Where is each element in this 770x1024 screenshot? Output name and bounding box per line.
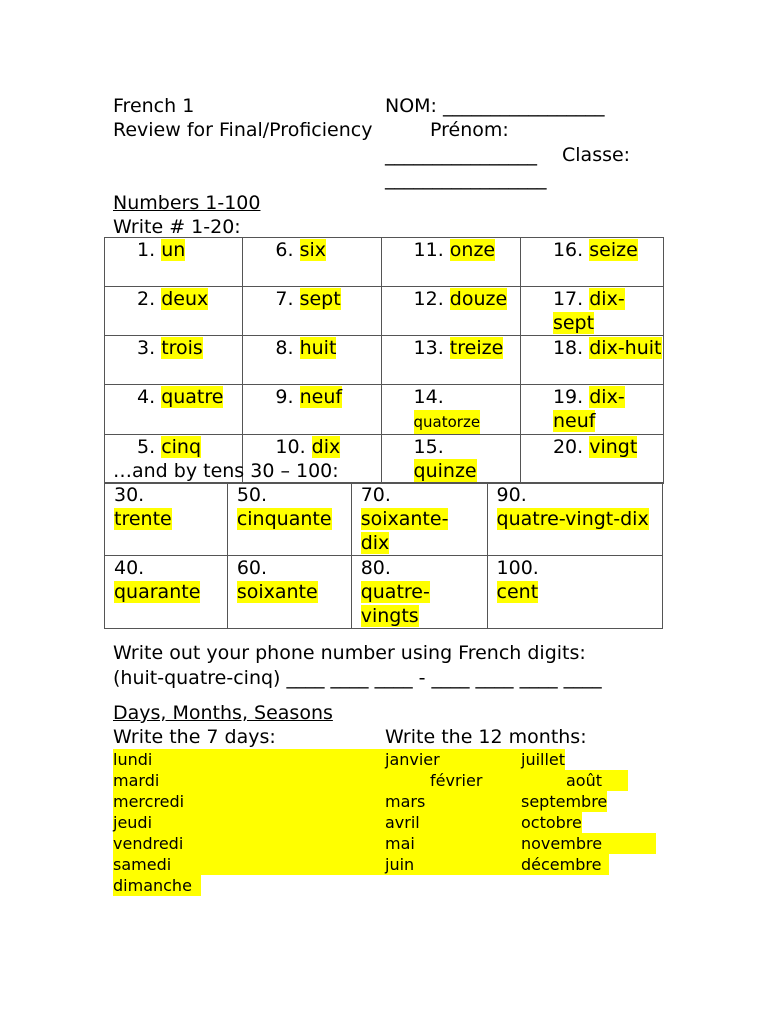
- table-row: [105, 385, 664, 435]
- list-item: avril: [385, 812, 521, 833]
- review-title: Review for Final/Proficiency: [113, 119, 373, 141]
- list-item: mercredi: [113, 791, 385, 812]
- course-title: French 1: [113, 95, 195, 117]
- numbers-1-20-table: [104, 237, 664, 484]
- number-cell: 20. vingt: [520, 435, 663, 484]
- list-item: mai: [385, 833, 521, 854]
- list-item: décembre: [521, 854, 609, 875]
- number-cell: 7. sept: [243, 287, 381, 336]
- tens-cell: 50. cinquante: [227, 483, 351, 556]
- tens-cell: 60. soixante: [227, 556, 351, 629]
- list-item: samedi: [113, 854, 385, 875]
- number-cell: 3. trois: [105, 336, 243, 385]
- prenom-blank: ________________: [385, 144, 537, 166]
- number-cell: 16. seize: [520, 238, 663, 287]
- table-row: [105, 556, 663, 629]
- days-instruction: Write the 7 days:: [113, 726, 276, 748]
- table-row: [105, 287, 664, 336]
- number-cell: 9. neuf: [243, 385, 381, 435]
- days-months-heading: Days, Months, Seasons: [113, 702, 333, 724]
- phone-instruction: Write out your phone number using French digits:: [113, 642, 586, 664]
- tens-cell: 40. quarante: [105, 556, 228, 629]
- number-cell: 5. cinq: [105, 435, 243, 484]
- number-cell: 4. quatre: [105, 385, 243, 435]
- tens-cell: 100. cent: [487, 556, 662, 629]
- number-cell: 18. dix-huit: [520, 336, 663, 385]
- tens-cell: 30. trente: [105, 483, 228, 556]
- list-item: dimanche: [113, 875, 201, 896]
- list-item: vendredi: [113, 833, 385, 854]
- number-cell: 13. treize: [381, 336, 520, 385]
- list-item: novembre: [521, 833, 656, 854]
- days-list: [113, 749, 385, 896]
- table-row: [105, 483, 663, 556]
- list-item: mardi: [113, 770, 385, 791]
- list-item: mars: [385, 791, 521, 812]
- number-cell: 8. huit: [243, 336, 381, 385]
- number-cell: 15. quinze: [381, 435, 520, 484]
- number-cell: 6. six: [243, 238, 381, 287]
- number-cell: 2. deux: [105, 287, 243, 336]
- list-item: jeudi: [113, 812, 385, 833]
- months-list-2: [521, 749, 656, 875]
- numbers-instruction: Write # 1-20:: [113, 216, 241, 238]
- number-cell: 12. douze: [381, 287, 520, 336]
- tens-cell: 70. soixante-dix: [351, 483, 487, 556]
- nom-field: NOM: _________________: [385, 95, 605, 117]
- list-item: lundi: [113, 749, 385, 770]
- months-list-1: [385, 749, 521, 875]
- classe-label: Classe:: [562, 144, 631, 166]
- number-cell: 11. onze: [381, 238, 520, 287]
- number-cell: 19. dix-neuf: [520, 385, 663, 435]
- list-item: juillet: [521, 750, 566, 769]
- tens-cell: 80. quatre-vingts: [351, 556, 487, 629]
- tens-table: [104, 482, 663, 629]
- list-item: septembre: [521, 792, 608, 811]
- months-instruction: Write the 12 months:: [385, 726, 587, 748]
- number-cell: 17. dix-sept: [520, 287, 663, 336]
- number-cell: 1. un: [105, 238, 243, 287]
- list-item: février: [385, 770, 521, 791]
- number-cell: 14. quatorze: [381, 385, 520, 435]
- list-item: octobre: [521, 813, 582, 832]
- number-cell: 10. dix: [243, 435, 381, 484]
- list-item: juin: [385, 854, 521, 875]
- table-row: [105, 336, 664, 385]
- phone-blanks: (huit-quatre-cinq) ____ ____ ____ - ____ ____ ____ ____: [113, 667, 602, 689]
- list-item: janvier: [385, 749, 521, 770]
- classe-blank: _________________: [385, 168, 547, 190]
- table-row: [105, 238, 664, 287]
- list-item: août: [521, 770, 628, 791]
- tens-intro: …and by tens 30 – 100:: [113, 460, 339, 482]
- numbers-heading: Numbers 1-100: [113, 192, 261, 214]
- prenom-label: Prénom:: [430, 119, 509, 141]
- tens-cell: 90. quatre-vingt-dix: [487, 483, 662, 556]
